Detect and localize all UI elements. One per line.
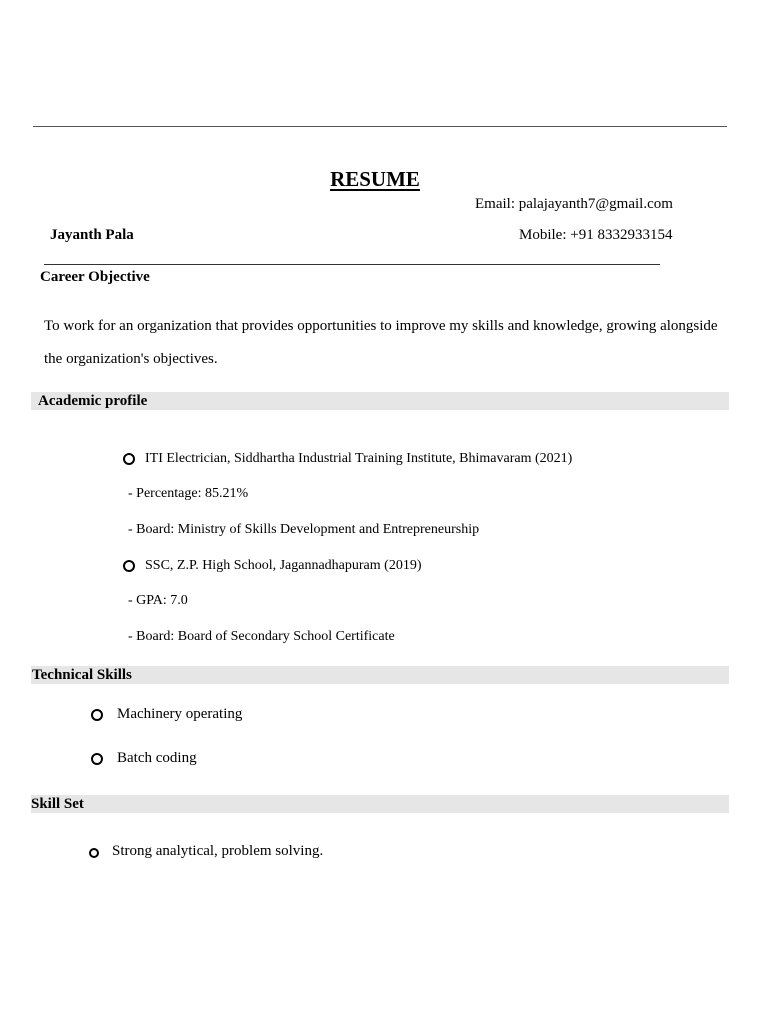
academic-profile-heading: Academic profile	[38, 393, 148, 409]
academic-entry-detail: - Percentage: 85.21%	[128, 486, 249, 501]
technical-skill-item: Batch coding	[117, 750, 197, 766]
contact-mobile: Mobile: +91 8332933154	[519, 227, 673, 243]
academic-entry-title: SSC, Z.P. High School, Jagannadhapuram (2019)	[145, 558, 422, 573]
academic-entry-detail: - GPA: 7.0	[128, 593, 188, 608]
academic-entry-title: ITI Electrician, Siddhartha Industrial Training Institute, Bhimavaram (2021)	[145, 451, 573, 466]
technical-skills-heading: Technical Skills	[32, 667, 132, 683]
career-objective-heading: Career Objective	[40, 269, 150, 285]
circle-bullet-icon	[91, 709, 103, 721]
skill-set-band	[31, 795, 729, 813]
page-title: RESUME	[330, 167, 420, 191]
top-divider	[33, 126, 727, 127]
circle-bullet-icon	[123, 560, 135, 572]
circle-bullet-icon	[123, 453, 135, 465]
candidate-name: Jayanth Pala	[50, 227, 134, 243]
academic-entry-detail: - Board: Board of Secondary School Certificate	[128, 629, 395, 644]
technical-skills-band	[31, 666, 729, 684]
academic-entry-detail: - Board: Ministry of Skills Development and Entrepreneurship	[128, 522, 480, 537]
academic-profile-band	[31, 392, 729, 410]
header-divider	[44, 264, 660, 265]
circle-bullet-icon	[91, 753, 103, 765]
contact-email: Email: palajayanth7@gmail.com	[475, 196, 673, 212]
skill-set-item: Strong analytical, problem solving.	[112, 843, 324, 859]
skill-set-heading: Skill Set	[31, 796, 84, 812]
circle-bullet-icon	[89, 848, 99, 858]
career-objective-text: To work for an organization that provides opportunities to improve my skills and knowledge, growing alongside the organization's objectives.	[44, 318, 718, 367]
technical-skill-item: Machinery operating	[117, 706, 243, 722]
